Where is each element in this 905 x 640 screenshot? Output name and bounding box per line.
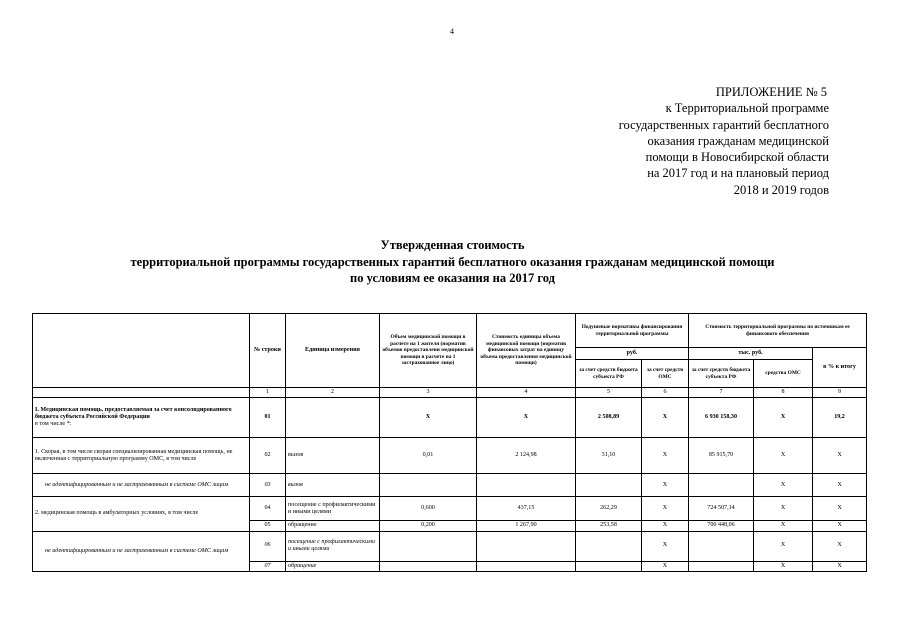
row-no: 07: [250, 561, 286, 571]
row-program-oms: X: [754, 497, 813, 521]
header-oms-2: средства ОМС: [754, 360, 813, 388]
row-label: 1. Скорая, в том числе скорая специализированная медицинская помощь, не включенная с территориальную программу ОМС, в том числе: [33, 438, 250, 474]
row-label: [33, 398, 250, 438]
row-budget: 31,10: [576, 438, 642, 474]
row-no: 01: [250, 398, 286, 438]
col-num: [33, 388, 250, 398]
header-budget-rf-2: за счет средств бюджета субъекта РФ: [689, 360, 754, 388]
row-cost: 2 124,98: [477, 438, 576, 474]
row-percent: X: [813, 531, 867, 561]
row-label-text: I. Медицинская помощь, предоставляемая за счет консолидированного бюджета субъекта Российской Федерации: [35, 406, 232, 421]
row-label: не идентифицированным и не застрахованным в системе ОМС лицам: [33, 531, 250, 571]
row-budget: 253,58: [576, 521, 642, 531]
col-num: 7: [689, 388, 754, 398]
table-row: [33, 398, 867, 438]
col-num: 1: [250, 388, 286, 398]
row-cost: 437,15: [477, 497, 576, 521]
appendix-line: на 2017 год и на плановый период: [647, 166, 829, 181]
row-oms: X: [642, 474, 689, 497]
table-row: [33, 438, 867, 474]
row-cost: [477, 474, 576, 497]
header-unit: Единица измерения: [286, 314, 380, 388]
appendix-line: оказания гражданам медицинской: [647, 133, 829, 148]
col-num: 3: [380, 388, 477, 398]
row-label: 2. медицинская помощь в амбулаторных условиях, в том числе: [33, 497, 250, 531]
table-row: [33, 531, 867, 561]
row-unit: посещение с профилактическими и иными целями: [286, 531, 380, 561]
row-percent: X: [813, 561, 867, 571]
row-oms: X: [642, 561, 689, 571]
row-unit: обращение: [286, 521, 380, 531]
row-label-sub: в том числе *:: [35, 421, 72, 428]
appendix-heading: ПРИЛОЖЕНИЕ № 5: [715, 85, 827, 99]
row-volume: X: [380, 398, 477, 438]
row-cost: X: [477, 398, 576, 438]
row-cost: [477, 531, 576, 561]
row-volume: 0,01: [380, 438, 477, 474]
row-unit: посещение с профилактическими и иными целями: [286, 497, 380, 521]
row-program-oms: X: [754, 398, 813, 438]
row-budget: [576, 561, 642, 571]
row-volume: [380, 531, 477, 561]
row-unit: [286, 398, 380, 438]
row-label: не идентифицированным и не застрахованным в системе ОМС лицам: [33, 474, 250, 497]
row-program-budget: 724 507,14: [689, 497, 754, 521]
row-no: 05: [250, 521, 286, 531]
column-numbers-row: [33, 388, 867, 398]
appendix-block: [489, 84, 829, 198]
header-row-no: № строки: [250, 314, 286, 388]
row-cost: [477, 561, 576, 571]
col-num: 2: [286, 388, 380, 398]
row-no: 06: [250, 531, 286, 561]
row-oms: X: [642, 398, 689, 438]
row-volume: 0,200: [380, 521, 477, 531]
row-oms: X: [642, 531, 689, 561]
row-percent: X: [813, 438, 867, 474]
col-num: 6: [642, 388, 689, 398]
row-program-budget: 700 448,06: [689, 521, 754, 531]
row-percent: 19,2: [813, 398, 867, 438]
table-row: [33, 497, 867, 521]
title-line: по условиям ее оказания на 2017 год: [350, 271, 555, 285]
row-program-oms: X: [754, 438, 813, 474]
row-percent: X: [813, 474, 867, 497]
page-number: 4: [450, 27, 454, 36]
row-program-budget: 85 915,70: [689, 438, 754, 474]
col-num: 9: [813, 388, 867, 398]
row-volume: [380, 474, 477, 497]
row-oms: X: [642, 521, 689, 531]
header-per-capita: Подушевые нормативы финансирования территориальной программы: [576, 314, 689, 348]
row-no: 03: [250, 474, 286, 497]
row-budget: [576, 531, 642, 561]
row-unit: вызов: [286, 474, 380, 497]
row-program-oms: X: [754, 474, 813, 497]
row-oms: X: [642, 497, 689, 521]
header-volume: Объем медицинской помощи в расчете на 1 жителя (норматив объемов предоставлени медицинской помощи в расчете на 1 застрахованное лицо): [380, 314, 477, 388]
row-cost: 1 267,90: [477, 521, 576, 531]
appendix-line: к Территориальной программе: [665, 101, 829, 116]
col-num: 5: [576, 388, 642, 398]
appendix-line: государственных гарантий бесплатного: [618, 117, 829, 132]
row-budget: 262,29: [576, 497, 642, 521]
cost-table: [32, 313, 867, 572]
header-budget-rf: за счет средств бюджета субъекта РФ: [576, 360, 642, 388]
row-program-oms: X: [754, 531, 813, 561]
header-oms: за счет средств ОМС: [642, 360, 689, 388]
row-no: 04: [250, 497, 286, 521]
row-unit: вызов: [286, 438, 380, 474]
row-program-budget: [689, 474, 754, 497]
header-blank: [33, 314, 250, 388]
col-num: 8: [754, 388, 813, 398]
row-program-oms: X: [754, 521, 813, 531]
header-program-cost: Стоимость территориальной программы по источникам ее финансового обеспечения: [689, 314, 867, 348]
col-num: 4: [477, 388, 576, 398]
row-percent: X: [813, 497, 867, 521]
appendix-line: помощи в Новосибирской области: [645, 150, 829, 165]
row-program-budget: [689, 531, 754, 561]
header-program-cost-unit: тыс. руб.: [689, 348, 813, 360]
row-program-oms: X: [754, 561, 813, 571]
title-line: Утвержденная стоимость: [380, 238, 525, 252]
row-budget: 2 508,89: [576, 398, 642, 438]
header-percent: в % к итогу: [813, 348, 867, 388]
row-oms: X: [642, 438, 689, 474]
header-cost: Стоимость единицы объема медицинской помощи (норматив финансовых затрат на единицу объема предоставления медицинской помощи): [477, 314, 576, 388]
title-line: территориальной программы государственных гарантий бесплатного оказания гражданам медицинской помощи: [130, 254, 775, 269]
row-volume: 0,600: [380, 497, 477, 521]
header-per-capita-unit: руб.: [576, 348, 689, 360]
row-volume: [380, 561, 477, 571]
row-budget: [576, 474, 642, 497]
appendix-line: 2018 и 2019 годов: [733, 182, 829, 197]
document-title: [0, 237, 905, 287]
row-percent: X: [813, 521, 867, 531]
row-program-budget: [689, 561, 754, 571]
row-no: 02: [250, 438, 286, 474]
row-program-budget: 6 930 158,30: [689, 398, 754, 438]
table-row: [33, 474, 867, 497]
row-unit: обращение: [286, 561, 380, 571]
